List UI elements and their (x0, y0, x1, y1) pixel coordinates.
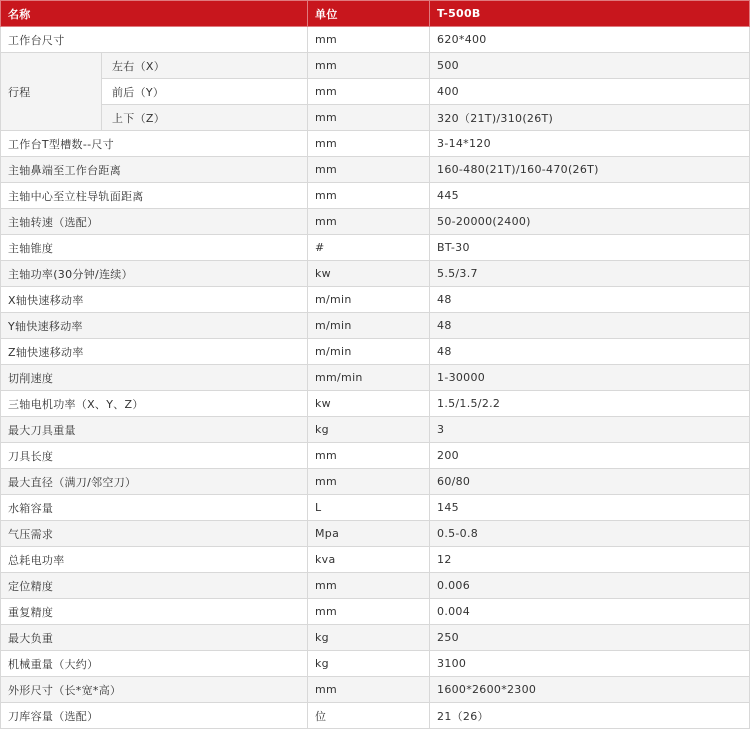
row-sub-name: 上下（Z） (102, 105, 308, 131)
row-unit: mm (308, 79, 430, 105)
table-row (1, 443, 750, 469)
row-name: 定位精度 (1, 573, 308, 599)
row-unit: m/min (308, 313, 430, 339)
table-row (1, 599, 750, 625)
row-value: 145 (430, 495, 750, 521)
row-unit: mm (308, 53, 430, 79)
row-value: 5.5/3.7 (430, 261, 750, 287)
row-name: Y轴快速移动率 (1, 313, 308, 339)
row-unit: Mpa (308, 521, 430, 547)
row-value: 21（26） (430, 703, 750, 729)
header-unit: 单位 (308, 1, 430, 27)
row-value: 3100 (430, 651, 750, 677)
row-unit: mm (308, 443, 430, 469)
row-name: 三轴电机功率（X、Y、Z） (1, 391, 308, 417)
row-unit: kw (308, 391, 430, 417)
row-value: 3 (430, 417, 750, 443)
table-row (1, 105, 750, 131)
row-value: BT-30 (430, 235, 750, 261)
row-name: 重复精度 (1, 599, 308, 625)
row-value: 0.004 (430, 599, 750, 625)
table-row (1, 365, 750, 391)
row-value: 50-20000(2400) (430, 209, 750, 235)
row-value: 0.5-0.8 (430, 521, 750, 547)
row-name: Z轴快速移动率 (1, 339, 308, 365)
row-value: 200 (430, 443, 750, 469)
row-name: 最大直径（满刀/邻空刀） (1, 469, 308, 495)
table-row (1, 287, 750, 313)
table-row (1, 53, 750, 79)
table-row (1, 27, 750, 53)
table-row (1, 521, 750, 547)
row-unit: # (308, 235, 430, 261)
row-unit: mm (308, 469, 430, 495)
row-value: 0.006 (430, 573, 750, 599)
table-row (1, 339, 750, 365)
row-value: 400 (430, 79, 750, 105)
row-unit: kg (308, 417, 430, 443)
table-row (1, 677, 750, 703)
row-name: 总耗电功率 (1, 547, 308, 573)
table-row (1, 79, 750, 105)
row-group-name: 行程 (1, 53, 102, 131)
row-unit: mm (308, 157, 430, 183)
table-row (1, 313, 750, 339)
table-row (1, 625, 750, 651)
table-row (1, 391, 750, 417)
row-unit: m/min (308, 287, 430, 313)
table-row (1, 547, 750, 573)
row-unit: kva (308, 547, 430, 573)
row-name: 气压需求 (1, 521, 308, 547)
row-name: 主轴转速（选配） (1, 209, 308, 235)
row-name: 水箱容量 (1, 495, 308, 521)
table-row (1, 495, 750, 521)
table-row (1, 183, 750, 209)
row-value: 3-14*120 (430, 131, 750, 157)
row-name: 主轴锥度 (1, 235, 308, 261)
row-unit: kg (308, 651, 430, 677)
row-value: 160-480(21T)/160-470(26T) (430, 157, 750, 183)
row-name: 切削速度 (1, 365, 308, 391)
row-value: 620*400 (430, 27, 750, 53)
header-name: 名称 (1, 1, 308, 27)
table-row (1, 209, 750, 235)
row-name: 刀具长度 (1, 443, 308, 469)
row-unit: mm (308, 677, 430, 703)
table-row (1, 235, 750, 261)
row-name: 机械重量（大约） (1, 651, 308, 677)
table-row (1, 573, 750, 599)
row-unit: mm (308, 209, 430, 235)
header-row (1, 1, 750, 27)
row-value: 1-30000 (430, 365, 750, 391)
row-unit: 位 (308, 703, 430, 729)
row-value: 320（21T)/310(26T) (430, 105, 750, 131)
row-unit: mm (308, 27, 430, 53)
row-name: 主轴功率(30分钟/连续） (1, 261, 308, 287)
table-row (1, 157, 750, 183)
table-row (1, 651, 750, 677)
row-value: 1.5/1.5/2.2 (430, 391, 750, 417)
row-sub-name: 前后（Y） (102, 79, 308, 105)
row-name: X轴快速移动率 (1, 287, 308, 313)
table-row (1, 261, 750, 287)
row-name: 外形尺寸（长*宽*高） (1, 677, 308, 703)
table-row (1, 703, 750, 729)
row-name: 主轴鼻端至工作台距离 (1, 157, 308, 183)
row-value: 12 (430, 547, 750, 573)
row-value: 500 (430, 53, 750, 79)
row-name: 最大刀具重量 (1, 417, 308, 443)
row-sub-name: 左右（X） (102, 53, 308, 79)
row-unit: L (308, 495, 430, 521)
row-unit: mm (308, 183, 430, 209)
row-value: 445 (430, 183, 750, 209)
row-unit: mm (308, 599, 430, 625)
row-name: 主轴中心至立柱导轨面距离 (1, 183, 308, 209)
row-value: 48 (430, 313, 750, 339)
table-row (1, 131, 750, 157)
row-unit: mm/min (308, 365, 430, 391)
row-name: 工作台尺寸 (1, 27, 308, 53)
row-unit: kw (308, 261, 430, 287)
row-name: 刀库容量（选配） (1, 703, 308, 729)
row-name: 最大负重 (1, 625, 308, 651)
row-unit: kg (308, 625, 430, 651)
row-name: 工作台T型槽数--尺寸 (1, 131, 308, 157)
table-row (1, 417, 750, 443)
row-unit: mm (308, 131, 430, 157)
row-unit: m/min (308, 339, 430, 365)
table-row (1, 469, 750, 495)
row-value: 48 (430, 339, 750, 365)
row-unit: mm (308, 105, 430, 131)
header-model: T-500B (430, 1, 750, 27)
row-value: 1600*2600*2300 (430, 677, 750, 703)
row-value: 250 (430, 625, 750, 651)
row-value: 48 (430, 287, 750, 313)
row-unit: mm (308, 573, 430, 599)
row-value: 60/80 (430, 469, 750, 495)
